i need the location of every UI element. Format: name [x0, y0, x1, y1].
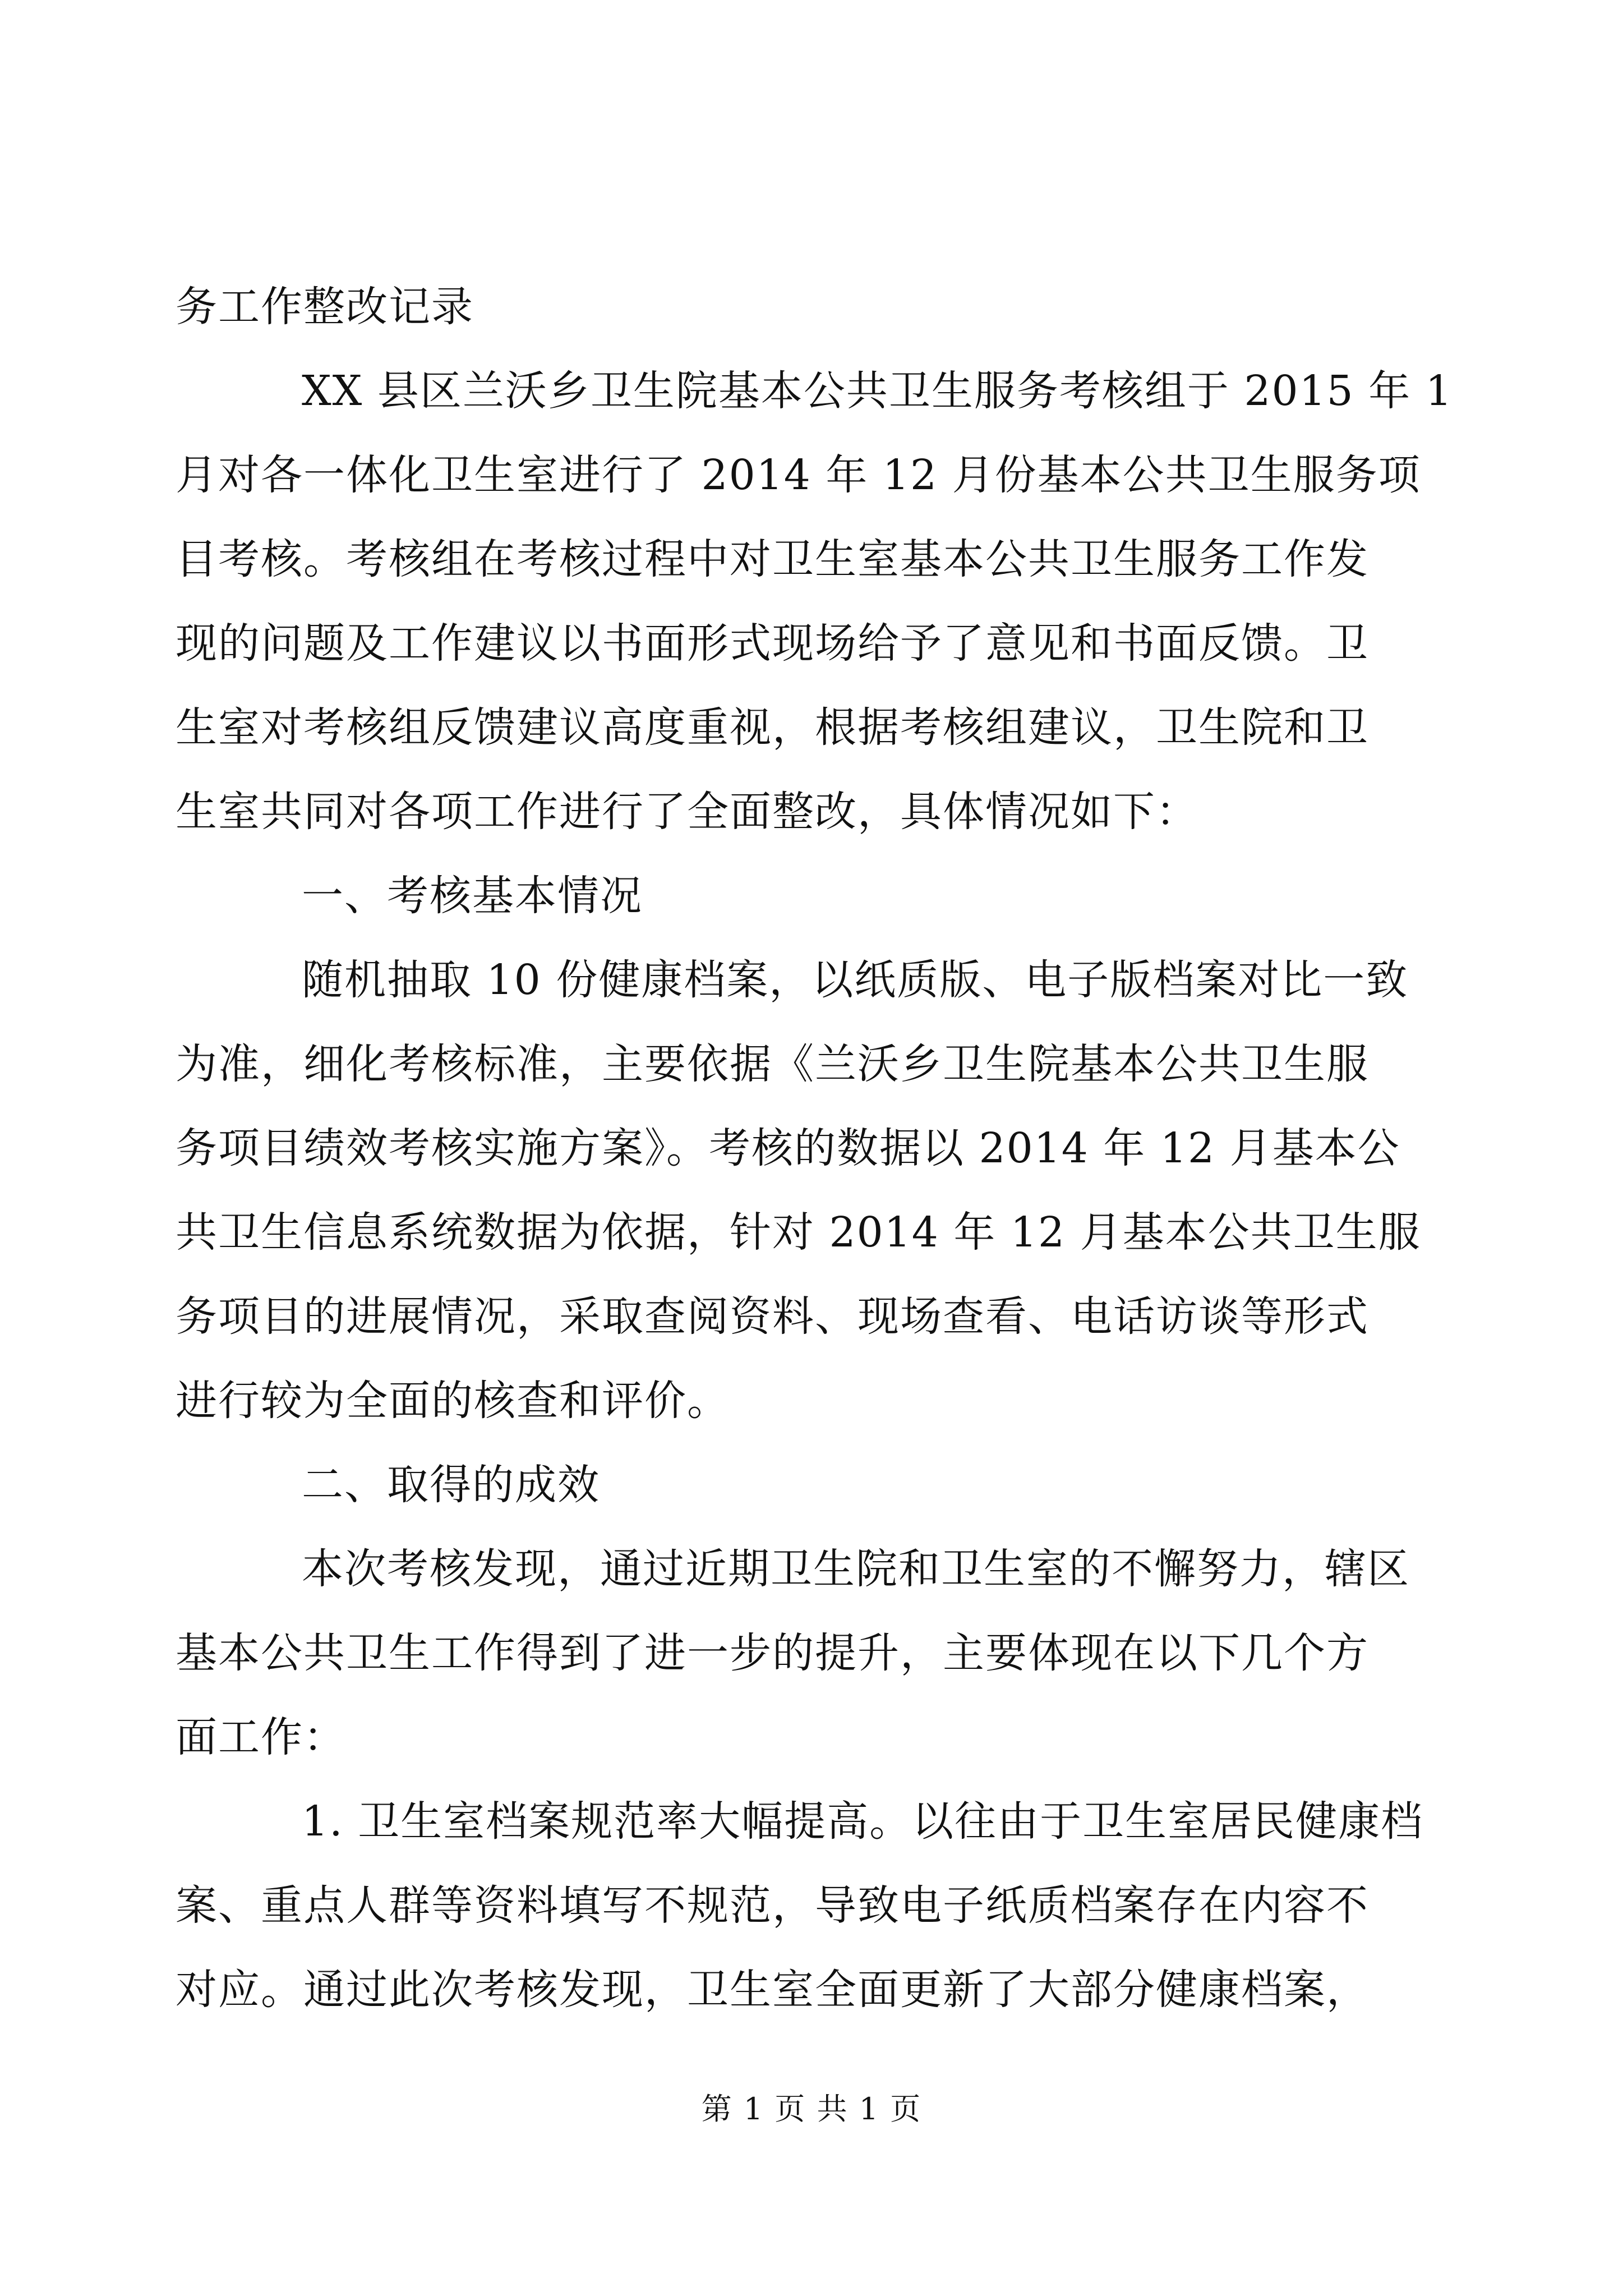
section-heading: 一、考核基本情况 [302, 872, 643, 920]
text-line: 共卫生信息系统数据为依据，针对 2014 年 12 月基本公共卫生服 [176, 1208, 1421, 1257]
text-line: 现的问题及工作建议以书面形式现场给予了意见和书面反馈。卫 [176, 619, 1369, 668]
page-footer: 第 1 页 共 1 页 [701, 2091, 922, 2127]
text-line: 生室共同对各项工作进行了全面整改，具体情况如下： [176, 788, 1198, 836]
text-line: XX 县区兰沃乡卫生院基本公共卫生服务考核组于 2015 年 1 [302, 367, 1453, 415]
text-line: 1. 卫生室档案规范率大幅提高。以往由于卫生室居民健康档 [302, 1797, 1424, 1846]
text-line: 务工作整改记录 [176, 283, 474, 331]
text-line: 务项目绩效考核实施方案》。考核的数据以 2014 年 12 月基本公 [176, 1124, 1400, 1172]
text-line: 基本公共卫生工作得到了进一步的提升，主要体现在以下几个方 [176, 1629, 1369, 1677]
section-heading: 二、取得的成效 [302, 1461, 600, 1509]
text-line: 生室对考核组反馈建议高度重视，根据考核组建议，卫生院和卫 [176, 703, 1369, 752]
document-body [176, 265, 1454, 2032]
text-line: 案、重点人群等资料填写不规范，导致电子纸质档案存在内容不 [176, 1881, 1369, 1930]
text-line: 本次考核发现，通过近期卫生院和卫生室的不懈努力，辖区 [302, 1545, 1410, 1593]
text-line: 进行较为全面的核查和评价。 [176, 1377, 730, 1425]
text-line: 月对各一体化卫生室进行了 2014 年 12 月份基本公共卫生服务项 [176, 451, 1421, 499]
text-line: 务项目的进展情况，采取查阅资料、现场查看、电话访谈等形式 [176, 1292, 1369, 1341]
text-line: 为准，细化考核标准，主要依据《兰沃乡卫生院基本公共卫生服 [176, 1040, 1369, 1088]
text-line: 面工作： [176, 1713, 346, 1761]
text-line: 目考核。考核组在考核过程中对卫生室基本公共卫生服务工作发 [176, 535, 1369, 583]
text-line: 随机抽取 10 份健康档案，以纸质版、电子版档案对比一致 [302, 956, 1409, 1004]
text-line: 对应。通过此次考核发现，卫生室全面更新了大部分健康档案， [176, 1966, 1369, 2014]
